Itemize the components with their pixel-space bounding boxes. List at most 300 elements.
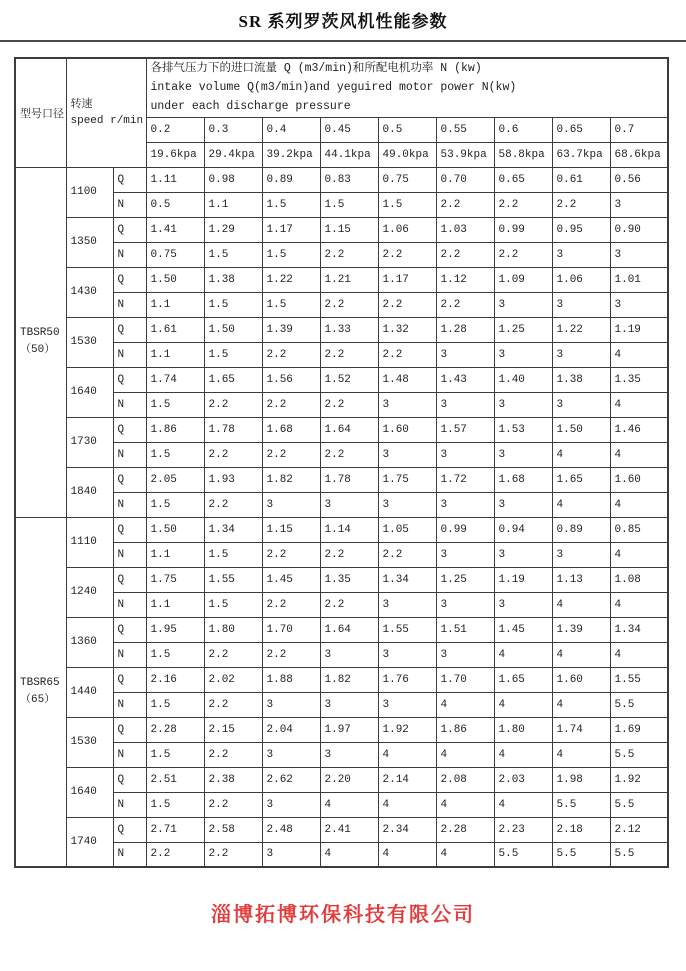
n-value-cell: 4 — [610, 342, 668, 367]
q-row — [15, 617, 668, 642]
n-value-cell: 3 — [494, 392, 552, 417]
q-label-cell: Q — [113, 267, 146, 292]
q-value-cell: 1.43 — [436, 367, 494, 392]
q-row — [15, 667, 668, 692]
q-value-cell: 2.58 — [204, 817, 262, 842]
pressure-header-cell: 0.55 — [436, 117, 494, 142]
model-cell — [15, 167, 66, 517]
n-value-cell: 1.1 — [204, 192, 262, 217]
q-row — [15, 467, 668, 492]
n-value-cell: 5.5 — [552, 842, 610, 867]
speed-rpm-cell: 1840 — [66, 467, 113, 517]
n-value-cell: 2.2 — [204, 842, 262, 867]
q-value-cell: 1.50 — [146, 267, 204, 292]
n-value-cell: 2.2 — [204, 642, 262, 667]
model-name: TBSR65 — [20, 676, 60, 689]
q-value-cell: 1.52 — [320, 367, 378, 392]
n-value-cell: 2.2 — [378, 292, 436, 317]
n-value-cell: 4 — [610, 642, 668, 667]
n-row — [15, 742, 668, 767]
q-value-cell: 2.18 — [552, 817, 610, 842]
n-value-cell: 1.5 — [146, 492, 204, 517]
n-value-cell: 3 — [610, 292, 668, 317]
pressure-header-cell: 0.2 — [146, 117, 204, 142]
n-value-cell: 4 — [552, 742, 610, 767]
pressure-header-cell: 0.7 — [610, 117, 668, 142]
kpa-header-cell: 19.6kpa — [146, 142, 204, 167]
q-value-cell: 1.53 — [494, 417, 552, 442]
q-value-cell: 1.69 — [610, 717, 668, 742]
n-value-cell: 2.2 — [204, 442, 262, 467]
q-value-cell: 1.75 — [378, 467, 436, 492]
n-value-cell: 1.5 — [204, 542, 262, 567]
q-value-cell: 1.38 — [552, 367, 610, 392]
speed-rpm-cell: 1530 — [66, 317, 113, 367]
n-value-cell: 2.2 — [204, 392, 262, 417]
speed-header — [66, 58, 146, 167]
n-value-cell: 2.2 — [262, 442, 320, 467]
n-value-cell: 1.5 — [378, 192, 436, 217]
q-value-cell: 2.08 — [436, 767, 494, 792]
n-value-cell: 3 — [494, 442, 552, 467]
n-value-cell: 5.5 — [610, 692, 668, 717]
n-value-cell: 1.5 — [146, 742, 204, 767]
n-row — [15, 592, 668, 617]
n-row — [15, 492, 668, 517]
n-label-cell: N — [113, 642, 146, 667]
q-label-cell: Q — [113, 567, 146, 592]
q-value-cell: 1.70 — [262, 617, 320, 642]
q-value-cell: 1.35 — [320, 567, 378, 592]
n-value-cell: 3 — [378, 492, 436, 517]
n-value-cell: 3 — [552, 292, 610, 317]
n-value-cell: 4 — [610, 392, 668, 417]
q-label-cell: Q — [113, 467, 146, 492]
n-value-cell: 2.2 — [204, 742, 262, 767]
q-value-cell: 1.68 — [262, 417, 320, 442]
n-value-cell: 2.2 — [436, 242, 494, 267]
n-value-cell: 2.2 — [436, 292, 494, 317]
n-label-cell: N — [113, 392, 146, 417]
q-value-cell: 1.60 — [378, 417, 436, 442]
speed-rpm-cell: 1440 — [66, 667, 113, 717]
n-row — [15, 242, 668, 267]
model-bore: （65） — [20, 693, 56, 706]
q-value-cell: 2.34 — [378, 817, 436, 842]
q-label-cell: Q — [113, 217, 146, 242]
q-value-cell: 1.93 — [204, 467, 262, 492]
q-value-cell: 1.55 — [378, 617, 436, 642]
q-label-cell: Q — [113, 167, 146, 192]
q-value-cell: 0.89 — [262, 167, 320, 192]
q-value-cell: 1.57 — [436, 417, 494, 442]
q-value-cell: 1.48 — [378, 367, 436, 392]
n-value-cell: 3 — [552, 392, 610, 417]
n-value-cell: 2.2 — [262, 642, 320, 667]
n-value-cell: 0.5 — [146, 192, 204, 217]
speed-rpm-cell: 1240 — [66, 567, 113, 617]
q-value-cell: 1.61 — [146, 317, 204, 342]
pressure-header-cell: 0.5 — [378, 117, 436, 142]
n-value-cell: 2.2 — [262, 392, 320, 417]
n-value-cell: 2.2 — [378, 342, 436, 367]
kpa-header-cell: 49.0kpa — [378, 142, 436, 167]
n-value-cell: 1.5 — [146, 442, 204, 467]
model-cell — [15, 517, 66, 867]
n-label-cell: N — [113, 692, 146, 717]
n-value-cell: 4 — [610, 492, 668, 517]
n-value-cell: 2.2 — [320, 342, 378, 367]
q-value-cell: 0.83 — [320, 167, 378, 192]
n-value-cell: 4 — [610, 542, 668, 567]
page-title: SR 系列罗茨风机性能参数 — [238, 12, 448, 31]
q-value-cell: 1.35 — [610, 367, 668, 392]
q-label-cell: Q — [113, 767, 146, 792]
n-value-cell: 3 — [320, 692, 378, 717]
n-value-cell: 2.2 — [320, 392, 378, 417]
n-value-cell: 2.2 — [320, 592, 378, 617]
q-row — [15, 217, 668, 242]
q-value-cell: 1.01 — [610, 267, 668, 292]
n-value-cell: 4 — [610, 442, 668, 467]
q-label-cell: Q — [113, 367, 146, 392]
q-value-cell: 0.75 — [378, 167, 436, 192]
n-value-cell: 4 — [320, 792, 378, 817]
q-value-cell: 1.75 — [146, 567, 204, 592]
header-line-en1: intake volume Q(m3/min)and yeguired motor power N(kw) — [150, 81, 517, 95]
n-value-cell: 3 — [320, 742, 378, 767]
n-value-cell: 5.5 — [610, 742, 668, 767]
q-value-cell: 1.41 — [146, 217, 204, 242]
n-value-cell: 5.5 — [610, 792, 668, 817]
q-label-cell: Q — [113, 617, 146, 642]
speed-rpm-cell: 1640 — [66, 767, 113, 817]
n-value-cell: 3 — [552, 542, 610, 567]
q-value-cell: 0.85 — [610, 517, 668, 542]
n-value-cell: 3 — [436, 492, 494, 517]
n-value-cell: 3 — [378, 392, 436, 417]
n-value-cell: 3 — [552, 242, 610, 267]
q-value-cell: 0.99 — [494, 217, 552, 242]
q-value-cell: 1.32 — [378, 317, 436, 342]
n-value-cell: 3 — [610, 242, 668, 267]
q-value-cell: 2.05 — [146, 467, 204, 492]
n-value-cell: 4 — [552, 592, 610, 617]
q-value-cell: 1.17 — [262, 217, 320, 242]
q-value-cell: 1.40 — [494, 367, 552, 392]
n-value-cell: 1.5 — [262, 242, 320, 267]
q-value-cell: 1.95 — [146, 617, 204, 642]
q-value-cell: 1.46 — [610, 417, 668, 442]
q-value-cell: 2.28 — [436, 817, 494, 842]
q-value-cell: 0.98 — [204, 167, 262, 192]
kpa-header-cell: 44.1kpa — [320, 142, 378, 167]
n-value-cell: 3 — [262, 742, 320, 767]
n-value-cell: 1.5 — [320, 192, 378, 217]
q-value-cell: 1.55 — [204, 567, 262, 592]
header-row-main — [15, 58, 668, 117]
n-value-cell: 3 — [262, 842, 320, 867]
n-value-cell: 3 — [494, 492, 552, 517]
n-value-cell: 1.5 — [204, 342, 262, 367]
q-value-cell: 1.22 — [262, 267, 320, 292]
q-value-cell: 1.17 — [378, 267, 436, 292]
model-bore-header: 型号口径 — [15, 58, 66, 167]
q-value-cell: 1.78 — [320, 467, 378, 492]
q-value-cell: 1.34 — [610, 617, 668, 642]
n-value-cell: 4 — [378, 792, 436, 817]
q-value-cell: 1.15 — [320, 217, 378, 242]
q-value-cell: 2.48 — [262, 817, 320, 842]
speed-rpm-cell: 1100 — [66, 167, 113, 217]
q-value-cell: 0.94 — [494, 517, 552, 542]
q-value-cell: 1.92 — [378, 717, 436, 742]
n-row — [15, 292, 668, 317]
speed-rpm-cell: 1740 — [66, 817, 113, 867]
q-value-cell: 1.65 — [552, 467, 610, 492]
q-value-cell: 1.51 — [436, 617, 494, 642]
n-label-cell: N — [113, 492, 146, 517]
q-value-cell: 1.82 — [262, 467, 320, 492]
speed-rpm-cell: 1730 — [66, 417, 113, 467]
n-value-cell: 3 — [436, 592, 494, 617]
q-value-cell: 0.70 — [436, 167, 494, 192]
q-value-cell: 1.50 — [552, 417, 610, 442]
q-label-cell: Q — [113, 817, 146, 842]
n-value-cell: 3 — [610, 192, 668, 217]
n-value-cell: 3 — [436, 642, 494, 667]
n-value-cell: 1.5 — [204, 592, 262, 617]
q-label-cell: Q — [113, 717, 146, 742]
q-value-cell: 1.60 — [552, 667, 610, 692]
q-value-cell: 1.09 — [494, 267, 552, 292]
n-row — [15, 692, 668, 717]
performance-table — [14, 57, 669, 868]
n-value-cell: 2.2 — [378, 242, 436, 267]
n-value-cell: 2.2 — [262, 542, 320, 567]
n-value-cell: 2.2 — [204, 692, 262, 717]
n-value-cell: 2.2 — [146, 842, 204, 867]
q-value-cell: 1.78 — [204, 417, 262, 442]
q-value-cell: 2.16 — [146, 667, 204, 692]
header-line-cn: 各排气压力下的进口流量 Q (m3/min)和所配电机功率 N (kw) — [150, 62, 482, 76]
q-value-cell: 1.45 — [262, 567, 320, 592]
n-value-cell: 2.2 — [204, 492, 262, 517]
n-value-cell: 4 — [552, 692, 610, 717]
q-value-cell: 1.72 — [436, 467, 494, 492]
n-value-cell: 3 — [436, 442, 494, 467]
n-value-cell: 4 — [378, 842, 436, 867]
q-value-cell: 1.06 — [378, 217, 436, 242]
n-value-cell: 5.5 — [610, 842, 668, 867]
n-value-cell: 1.1 — [146, 592, 204, 617]
n-value-cell: 1.1 — [146, 542, 204, 567]
q-label-cell: Q — [113, 317, 146, 342]
title-divider — [0, 40, 686, 42]
kpa-header-cell: 68.6kpa — [610, 142, 668, 167]
q-value-cell: 2.03 — [494, 767, 552, 792]
n-value-cell: 2.2 — [320, 542, 378, 567]
q-value-cell: 1.64 — [320, 417, 378, 442]
n-value-cell: 4 — [552, 442, 610, 467]
n-value-cell: 3 — [378, 442, 436, 467]
n-value-cell: 4 — [494, 792, 552, 817]
speed-rpm-cell: 1360 — [66, 617, 113, 667]
n-value-cell: 3 — [436, 542, 494, 567]
speed-header-cn: 转速 — [70, 98, 93, 111]
n-value-cell: 1.5 — [146, 642, 204, 667]
n-value-cell: 3 — [494, 592, 552, 617]
q-value-cell: 1.22 — [552, 317, 610, 342]
n-value-cell: 2.2 — [320, 292, 378, 317]
n-value-cell: 0.75 — [146, 242, 204, 267]
q-value-cell: 2.28 — [146, 717, 204, 742]
n-row — [15, 792, 668, 817]
n-value-cell: 3 — [320, 492, 378, 517]
pressure-header-cell: 0.6 — [494, 117, 552, 142]
n-value-cell: 4 — [378, 742, 436, 767]
n-label-cell: N — [113, 742, 146, 767]
q-value-cell: 2.71 — [146, 817, 204, 842]
n-value-cell: 1.5 — [146, 792, 204, 817]
pressure-header-cell: 0.45 — [320, 117, 378, 142]
q-value-cell: 1.25 — [494, 317, 552, 342]
n-value-cell: 1.1 — [146, 342, 204, 367]
n-label-cell: N — [113, 542, 146, 567]
q-label-cell: Q — [113, 667, 146, 692]
q-value-cell: 1.74 — [146, 367, 204, 392]
q-row — [15, 567, 668, 592]
n-value-cell: 1.1 — [146, 292, 204, 317]
q-value-cell: 1.06 — [552, 267, 610, 292]
n-value-cell: 2.2 — [262, 342, 320, 367]
q-value-cell: 1.21 — [320, 267, 378, 292]
q-value-cell: 2.12 — [610, 817, 668, 842]
n-value-cell: 4 — [552, 492, 610, 517]
q-value-cell: 0.89 — [552, 517, 610, 542]
q-value-cell: 0.95 — [552, 217, 610, 242]
q-value-cell: 1.65 — [204, 367, 262, 392]
n-value-cell: 4 — [610, 592, 668, 617]
q-value-cell: 1.33 — [320, 317, 378, 342]
q-value-cell: 0.56 — [610, 167, 668, 192]
q-value-cell: 1.80 — [494, 717, 552, 742]
n-label-cell: N — [113, 842, 146, 867]
n-value-cell: 1.5 — [204, 292, 262, 317]
speed-rpm-cell: 1530 — [66, 717, 113, 767]
n-value-cell: 2.2 — [320, 242, 378, 267]
q-value-cell: 1.11 — [146, 167, 204, 192]
n-value-cell: 1.5 — [262, 192, 320, 217]
company-name: 淄博拓博环保科技有限公司 — [211, 904, 475, 926]
q-value-cell: 1.45 — [494, 617, 552, 642]
n-value-cell: 4 — [320, 842, 378, 867]
n-value-cell: 4 — [436, 842, 494, 867]
n-label-cell: N — [113, 342, 146, 367]
n-value-cell: 3 — [378, 692, 436, 717]
q-label-cell: Q — [113, 517, 146, 542]
n-value-cell: 4 — [436, 792, 494, 817]
n-label-cell: N — [113, 442, 146, 467]
n-value-cell: 5.5 — [494, 842, 552, 867]
n-row — [15, 542, 668, 567]
n-value-cell: 3 — [262, 792, 320, 817]
q-value-cell: 2.51 — [146, 767, 204, 792]
q-value-cell: 1.98 — [552, 767, 610, 792]
q-value-cell: 1.56 — [262, 367, 320, 392]
q-value-cell: 0.61 — [552, 167, 610, 192]
n-label-cell: N — [113, 592, 146, 617]
n-value-cell: 3 — [320, 642, 378, 667]
q-value-cell: 1.15 — [262, 517, 320, 542]
pressure-header-cell: 0.65 — [552, 117, 610, 142]
n-value-cell: 2.2 — [494, 192, 552, 217]
pressure-header-cell: 0.3 — [204, 117, 262, 142]
q-value-cell: 2.41 — [320, 817, 378, 842]
n-label-cell: N — [113, 292, 146, 317]
n-value-cell: 4 — [494, 692, 552, 717]
n-value-cell: 3 — [436, 392, 494, 417]
n-row — [15, 342, 668, 367]
n-value-cell: 1.5 — [146, 392, 204, 417]
n-value-cell: 2.2 — [262, 592, 320, 617]
kpa-header-cell: 29.4kpa — [204, 142, 262, 167]
n-value-cell: 3 — [378, 642, 436, 667]
q-row — [15, 367, 668, 392]
n-value-cell: 1.5 — [204, 242, 262, 267]
model-bore: （50） — [20, 344, 56, 356]
n-value-cell: 2.2 — [436, 192, 494, 217]
q-value-cell: 1.19 — [494, 567, 552, 592]
n-row — [15, 192, 668, 217]
n-value-cell: 1.5 — [262, 292, 320, 317]
n-label-cell: N — [113, 242, 146, 267]
q-row — [15, 317, 668, 342]
q-value-cell: 1.86 — [436, 717, 494, 742]
q-row — [15, 267, 668, 292]
q-value-cell: 1.34 — [204, 517, 262, 542]
n-value-cell: 4 — [436, 692, 494, 717]
q-value-cell: 2.20 — [320, 767, 378, 792]
pressure-header-cell: 0.4 — [262, 117, 320, 142]
q-value-cell: 1.34 — [378, 567, 436, 592]
q-value-cell: 1.29 — [204, 217, 262, 242]
n-value-cell: 2.2 — [320, 442, 378, 467]
header-line-en2: under each discharge pressure — [150, 100, 351, 114]
q-row — [15, 167, 668, 192]
q-value-cell: 1.70 — [436, 667, 494, 692]
q-value-cell: 2.38 — [204, 767, 262, 792]
n-value-cell: 3 — [552, 342, 610, 367]
n-value-cell: 2.2 — [378, 542, 436, 567]
kpa-header-cell: 63.7kpa — [552, 142, 610, 167]
q-value-cell: 1.82 — [320, 667, 378, 692]
q-value-cell: 1.08 — [610, 567, 668, 592]
n-value-cell: 1.5 — [146, 692, 204, 717]
n-value-cell: 3 — [378, 592, 436, 617]
n-value-cell: 4 — [494, 742, 552, 767]
q-value-cell: 1.68 — [494, 467, 552, 492]
q-value-cell: 1.19 — [610, 317, 668, 342]
n-label-cell: N — [113, 792, 146, 817]
n-row — [15, 442, 668, 467]
q-value-cell: 2.15 — [204, 717, 262, 742]
q-row — [15, 717, 668, 742]
q-value-cell: 1.39 — [552, 617, 610, 642]
kpa-header-cell: 53.9kpa — [436, 142, 494, 167]
speed-rpm-cell: 1430 — [66, 267, 113, 317]
n-value-cell: 3 — [262, 492, 320, 517]
